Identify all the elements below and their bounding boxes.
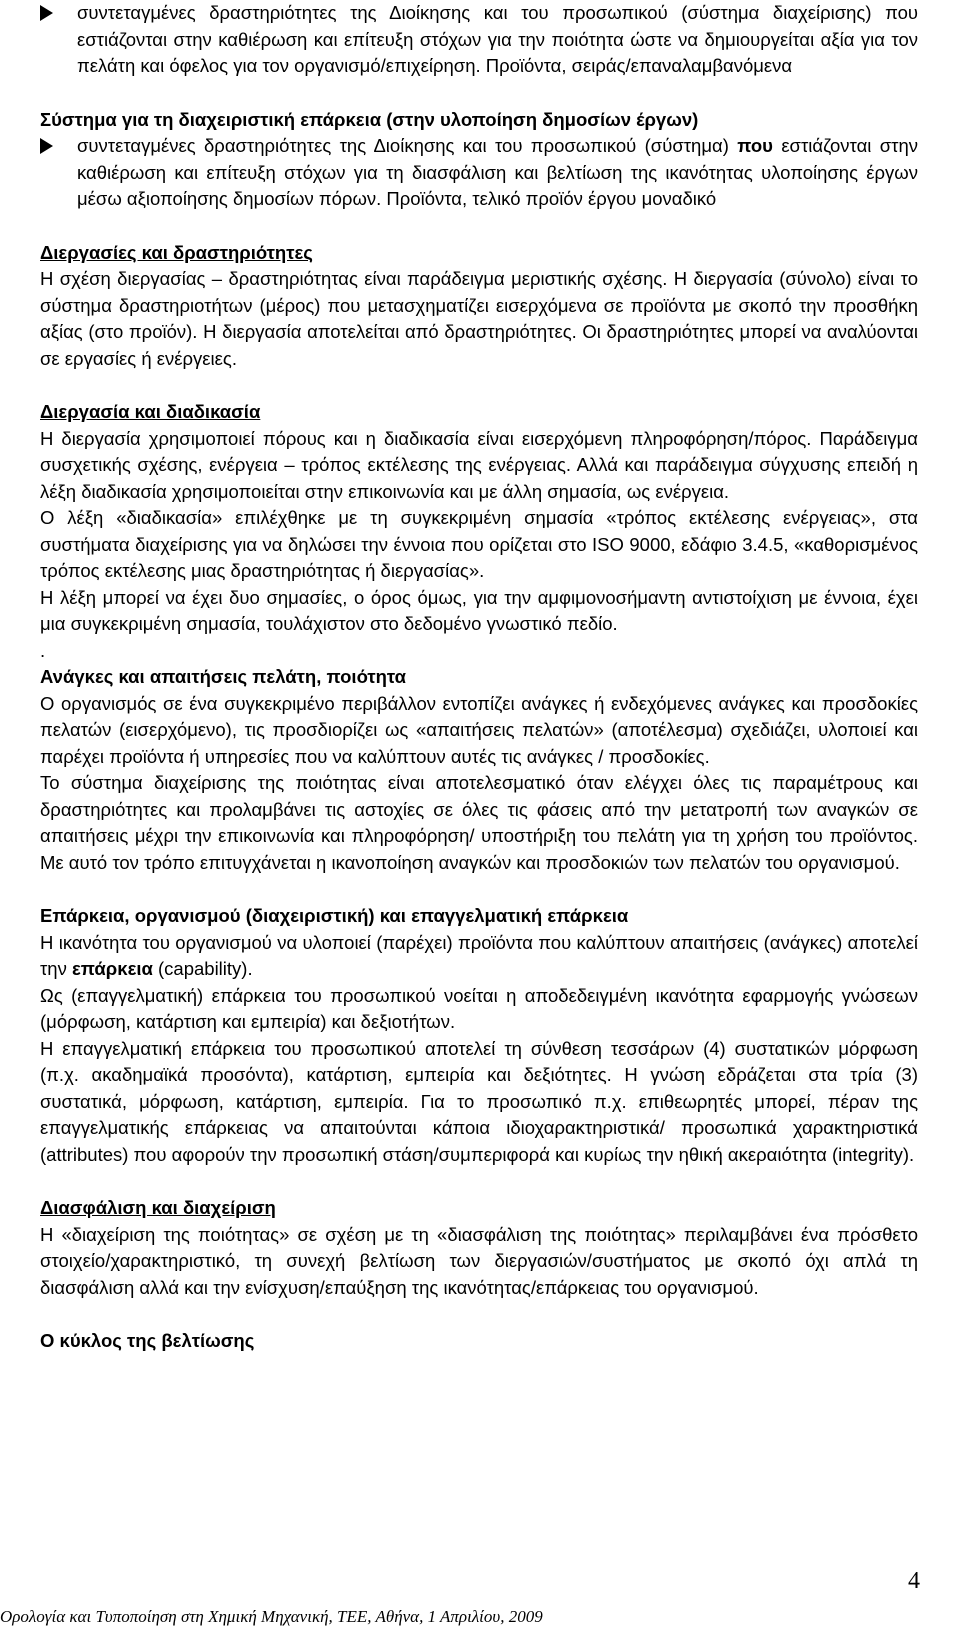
paragraph: Ο λέξη «διαδικασία» επιλέχθηκε με τη συγκεκριμένη σημασία «τρόπος εκτέλεσης ενέργειας», στα συστήματα διαχείρισης για να δηλώσει την έννοια που ορίζεται στο ISO 9000, εδάφιο 3.4.5, «καθορισμένος τρόπος εκτέλεσης μιας δραστηριότητας ή διεργασίας». — [40, 507, 918, 581]
document-page — [40, 0, 918, 1355]
bullet-arrow-icon — [40, 138, 53, 154]
heading-management-competence: Σύστημα για τη διαχειριστική επάρκεια (στην υλοποίηση δημοσίων έργων) — [40, 108, 699, 130]
paragraph: Ως (επαγγελματική) επάρκεια του προσωπικού νοείται η αποδεδειγμένη ικανότητα εφαρμογής γνώσεων (μόρφωση, κατάρτιση και εμπειρία) και δεξιοτήτων. — [40, 984, 918, 1032]
heading-improvement-cycle: Ο κύκλος της βελτίωσης — [40, 1330, 255, 1351]
page-number: 4 — [908, 1568, 920, 1594]
page-footer: Ορολογία και Τυποποίηση στη Χημική Μηχανική, ΤΕΕ, Αθήνα, 1 Απριλίου, 2009 — [0, 1607, 543, 1626]
paragraph: Η ικανότητα του οργανισμού να υλοποιεί (παρέχει) προϊόντα που καλύπτουν απαιτήσεις (ανάγκες) αποτελεί την επάρκεια (capability). — [40, 931, 918, 979]
heading-customer-needs: Ανάγκες και απαιτήσεις πελάτη, ποιότητα — [40, 666, 407, 687]
paragraph: Ο οργανισμός σε ένα συγκεκριμένο περιβάλλον εντοπίζει ανάγκες ή ενδεχόμενες ανάγκες και προσδοκίες πελατών (εισερχόμενο), τις προσδιορίζει ως «απαιτήσεις πελατών» (αποτέλεσμα) σχεδιάζει, υλοποιεί και παρέχει προϊόντα ή υπηρεσίες που να καλύπτουν αυτές τις ανάγκες / προσδοκίες. — [40, 692, 918, 767]
paragraph: Η «διαχείριση της ποιότητας» σε σχέση με τη «διασφάλιση της ποιότητας» περιλαμβάνει ένα πρόσθετο στοιχείο/χαρακτηριστικό, τη συνεχή βελτίωση των διεργασιών/συστήματος με σκοπό όχι απλά τη διασφάλιση αλλά και την ενίσχυση/επαύξηση της ικανότητας/επάρκειας του οργανισμού. — [40, 1223, 918, 1298]
heading-processes: Διεργασίες και δραστηριότητες — [40, 241, 313, 263]
bullet-arrow-icon — [40, 5, 53, 21]
paragraph: Η επαγγελματική επάρκεια του προσωπικού αποτελεί τη σύνθεση τεσσάρων (4) συστατικών μόρφωση (π.χ. ακαδημαϊκά προσόντα), κατάρτιση, εμπειρία και δεξιότητες. Η γνώση εδράζεται στα τρία (3) συστατικά, μόρφωση, κατάρτιση, εμπειρία. Για το προσωπικό π.χ. επιθεωρητές μπορεί, πέραν της επαγγελματικής επάρκειας να απαιτούνται κάποια ιδιοχαρακτηριστικά/ προσωπικά χαρακτηριστικά (attributes) που αφορούν την προσωπική στάση/συμπεριφορά και κυρίως την ηθική ακεραιότητα (integrity). — [40, 1037, 918, 1165]
bullet-item-quality — [40, 0, 918, 80]
heading-assurance: Διασφάλιση και διαχείριση — [40, 1197, 276, 1218]
paragraph: Το σύστημα διαχείρισης της ποιότητας είναι αποτελεσματικό όταν ελέγχει όλες τις παραμέτρους και δραστηριότητες και προλαμβάνει τις αστοχίες σε όλες τις φάσεις από την μετατροπή των αναγκών σε απαιτήσεις μέχρι την επικοινωνία και πληροφόρηση/ υποστήριξη του πελάτη για τη χρήση του προϊόντος. Με αυτό τον τρόπο επιτυγχάνεται η ικανοποίηση αναγκών και προσδοκιών των πελατών του οργανισμού. — [40, 772, 918, 873]
paragraph-processes: Η σχέση διεργασίας – δραστηριότητας είναι παράδειγμα μεριστικής σχέσης. Η διεργασία (σύνολο) είναι το σύστημα δραστηριοτήτων (μέρος) που μετασχηματίζει εισερχόμενα σε προϊόντα με σκοπό την προσθήκη αξίας (στο προϊόν). Η διεργασία αποτελείται από δραστηριότητες. Οι δραστηριότητες μπορεί να αναλύονται σε εργασίες ή ενέργειες. — [40, 268, 918, 369]
paragraph: Η λέξη μπορεί να έχει δυο σημασίες, ο όρος όμως, για την αμφιμονοσήμαντη αντιστοίχιση με έννοια, έχει μια συγκεκριμένη σημασία, τουλάχιστον στο δεδομένο γνωστικό πεδίο. — [40, 586, 918, 634]
paragraph: Η διεργασία χρησιμοποιεί πόρους και η διαδικασία είναι εισερχόμενη πληροφόρηση/πόρος. Παράδειγμα συσχετικής σχέσης, ενέργεια – τρόπος εκτέλεσης της ενέργειας. Αλλά και παράδειγμα σύγχυσης επειδή η λέξη διαδικασία χρησιμοποιείται στην επικοινωνία και με άλλη σημασία, ως ενέργεια. — [40, 427, 918, 502]
bullet-text: συντεταγμένες δραστηριότητες της Διοίκησης και του προσωπικού (σύστημα) που εστιάζονται στην καθιέρωση και επίτευξη στόχων για τη διασφάλιση και βελτίωση της ικανότητας υλοποίησης έργων μέσω αξιοποίησης δημοσίων πόρων. Προϊόντα, τελικό προϊόν έργου μοναδικό — [77, 135, 919, 209]
heading-process-procedure: Διεργασία και διαδικασία — [40, 401, 261, 422]
bullet-item-management — [40, 133, 918, 213]
heading-competence: Επάρκεια, οργανισμού (διαχειριστική) και επαγγελματική επάρκεια — [40, 905, 629, 926]
bullet-text: συντεταγμένες δραστηριότητες της Διοίκησης και του προσωπικού (σύστημα διαχείρισης) που εστιάζονται στην καθιέρωση και επίτευξη στόχων για την ποιότητα ώστε να δημιουργείται αξία για τον πελάτη και όφελος για τον οργανισμό/επιχείρηση. Προϊόντα, σειράς/επαναλαμβανόμενα — [77, 2, 918, 76]
separator-dot: . — [40, 639, 46, 661]
